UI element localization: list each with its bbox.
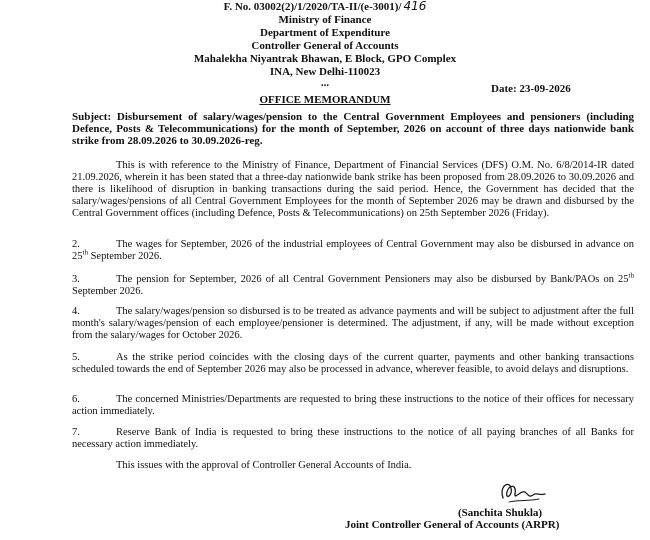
paragraph-7: [72, 427, 634, 451]
file-number-line: [0, 0, 650, 14]
paragraph-4: [72, 306, 634, 342]
paragraph-number: 6.: [72, 394, 80, 405]
address-line-1: Mahalekha Niyantrak Bhawan, E Block, GPO Complex: [193, 53, 457, 65]
paragraph-2: [72, 239, 634, 263]
paragraph-text: As the strike period coincides with the closing days of the current quarter, payments and other banking transactions scheduled towards the end of September 2026 may also be processed in advance, wherever feasible, to avoid delays and disruptions.: [72, 352, 634, 375]
signatory-title: Joint Controller General of Accounts (ARPR): [345, 519, 560, 531]
signatory-name: (Sanchita Shukla): [458, 507, 543, 519]
paragraph-text: Reserve Bank of India is requested to bring these instructions to the notice of all paying branches of all Banks for necessary action immediately.: [72, 427, 634, 450]
memo-title: OFFICE MEMORANDUM: [259, 94, 391, 106]
paragraph-number: 4.: [72, 306, 80, 317]
handwritten-file-number: 416: [403, 0, 427, 13]
ordinal-suffix: th: [628, 271, 634, 280]
paragraph-text-end: September 2026.: [72, 286, 144, 297]
ministry-name: Ministry of Finance: [278, 14, 372, 26]
paragraph-3: [72, 271, 634, 298]
memo-date: Date: 23-09-2026: [491, 83, 571, 95]
file-number: F. No. 03002(2)/1/2020/TA-II/(e-3001)/: [223, 1, 402, 13]
address-line-2: INA, New Delhi-110023: [269, 66, 381, 78]
paragraph-intro: This is with reference to the Ministry of Finance, Department of Financial Services (DFS) O.M. No. 6/8/2014-IR dated 21.09.2026, wherein it has been stated that a three-day nationwide bank strike has been proposed from 28.09.2026 to 30.09.2026 and there is likelihood of disruption in banking transactions during the said period. Hence, the Government has decided that the salary/wages/pensions of all Central Government Employees for the month of September 2026 may be drawn and disbursed by the Central Government offices (including Defence, Posts & Telecommunications) on 25th September 2026 (Friday).: [72, 160, 634, 219]
paragraph-number: 7.: [72, 427, 80, 438]
ordinal-suffix: th: [82, 248, 88, 257]
memo-subject: Subject: Disbursement of salary/wages/pension to the Central Government Employees and pensioners (including Defence, Posts & Telecommunications) for the month of September, 2026 on account of three days nationwide bank strike from 28.09.2026 to 30.09.2026-reg.: [72, 111, 634, 147]
header-dots: ...: [320, 77, 330, 89]
paragraph-text: The salary/wages/pension so disbursed is to be treated as advance payments and will be subject to adjustment after the full month's salary/wages/pension of each employee/pensioner is determined. The adjustment, if any, will be made without exception from the salary/wages for October 2026.: [72, 306, 634, 341]
paragraph-6: [72, 394, 634, 418]
paragraph-text: The wages for September, 2026 of the industrial employees of Central Government may also be disbursed in advance on 25: [72, 239, 634, 262]
paragraph-number: 3.: [72, 274, 80, 285]
paragraph-number: 5.: [72, 352, 80, 363]
paragraph-number: 2.: [72, 239, 80, 250]
department-name: Department of Expenditure: [260, 27, 390, 39]
paragraph-text-end: September 2026.: [87, 251, 162, 262]
handwritten-signature: [495, 478, 555, 504]
approval-note: This issues with the approval of Controller General Accounts of India.: [116, 460, 412, 471]
letterhead: [0, 0, 650, 88]
paragraph-text: The concerned Ministries/Departments are requested to bring these instructions to the notice of their offices for necessary action immediately.: [72, 394, 634, 417]
office-name: Controller General of Accounts: [251, 40, 399, 52]
paragraph-5: [72, 352, 634, 376]
paragraph-text: The pension for September, 2026 of all Central Government Pensioners may also be disbursed by Bank/PAOs on 25: [116, 274, 629, 285]
